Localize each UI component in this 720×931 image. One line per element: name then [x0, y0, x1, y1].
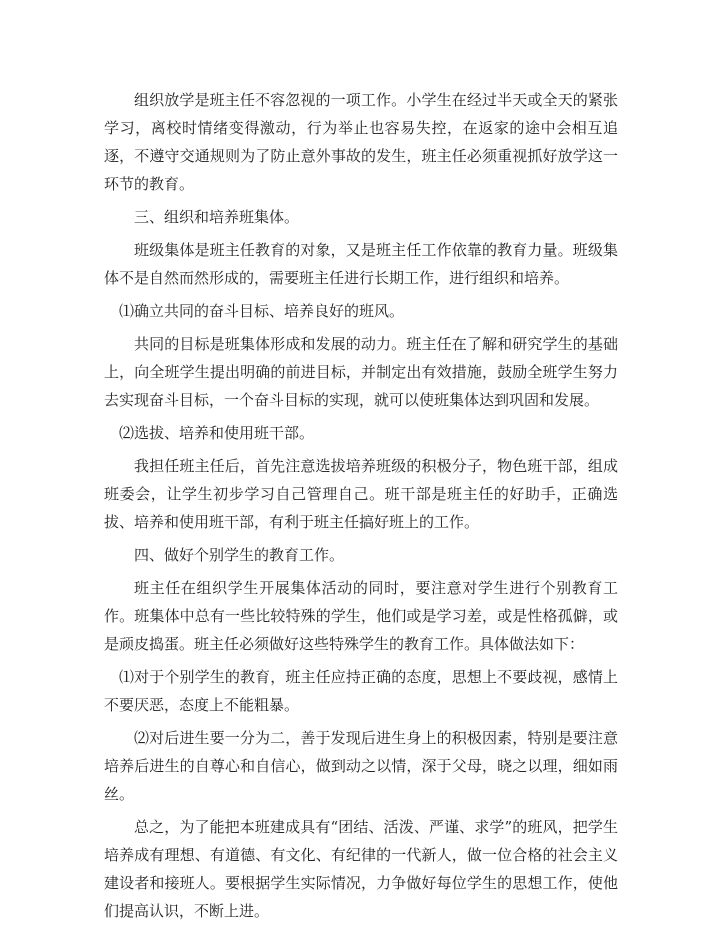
paragraph-class-cadres: 我担任班主任后，首先注意选拔培养班级的积极分子，物色班干部，组成班委会，让学生初步学习自己管理自己。班干部是班主任的好助手，正确选拔、培养和使用班干部，有利于班主任搞好班上的工作。: [104, 457, 618, 531]
subheading-class-cadres: ⑵选拔、培养和使用班干部。: [119, 424, 315, 442]
document-body: [104, 86, 618, 930]
paragraph-item-1: ⑴对于个别学生的教育，班主任应持正确的态度，思想上不要歧视，感情上不要厌恶，态度上不能粗暴。: [104, 668, 618, 714]
heading-section-3: 三、组织和培养班集体。: [134, 208, 300, 226]
paragraph-conclusion: 总之，为了能把本班建成具有“团结、活泼、严谨、求学”的班风，把学生培养成有理想、有道德、有文化、有纪律的一代新人，做一位合格的社会主义建设者和接班人。要根据学生实际情况，力争做好每位学生的思想工作，使他们提高认识，不断上进。: [104, 818, 618, 920]
paragraph-class-collective: 班级集体是班主任教育的对象，又是班主任工作依靠的教育力量。班级集体不是自然而然形成的，需要班主任进行长期工作，进行组织和培养。: [104, 241, 618, 287]
subheading-common-goal: ⑴确立共同的奋斗目标、培养良好的班风。: [119, 302, 405, 320]
paragraph-common-goal: 共同的目标是班集体形成和发展的动力。班主任在了解和研究学生的基础上，向全班学生提出明确的前进目标，并制定出有效措施，鼓励全班学生努力去实现奋斗目标，一个奋斗目标的实现，就可以使班集体达到巩固和发展。: [104, 335, 618, 409]
paragraph-item-2: ⑵对后进生要一分为二，善于发现后进生身上的积极因素，特别是要注意培养后进生的自尊心和自信心，做到动之以情，深于父母，晓之以理，细如雨丝。: [104, 729, 618, 803]
paragraph-individual-education: 班主任在组织学生开展集体活动的同时，要注意对学生进行个别教育工作。班集体中总有一些比较特殊的学生，他们或是学习差，或是性格孤僻，或是顽皮捣蛋。班主任必须做好这些特殊学生的教育工作。具体做法如下：: [104, 579, 618, 653]
heading-section-4: 四、做好个别学生的教育工作。: [134, 546, 345, 564]
paragraph-dismissal: 组织放学是班主任不容忽视的一项工作。小学生在经过半天或全天的紧张学习，离校时情绪变得激动，行为举止也容易失控，在返家的途中会相互追逐，不遵守交通规则为了防止意外事故的发生，班主任必须重视抓好放学这一环节的教育。: [104, 91, 618, 193]
